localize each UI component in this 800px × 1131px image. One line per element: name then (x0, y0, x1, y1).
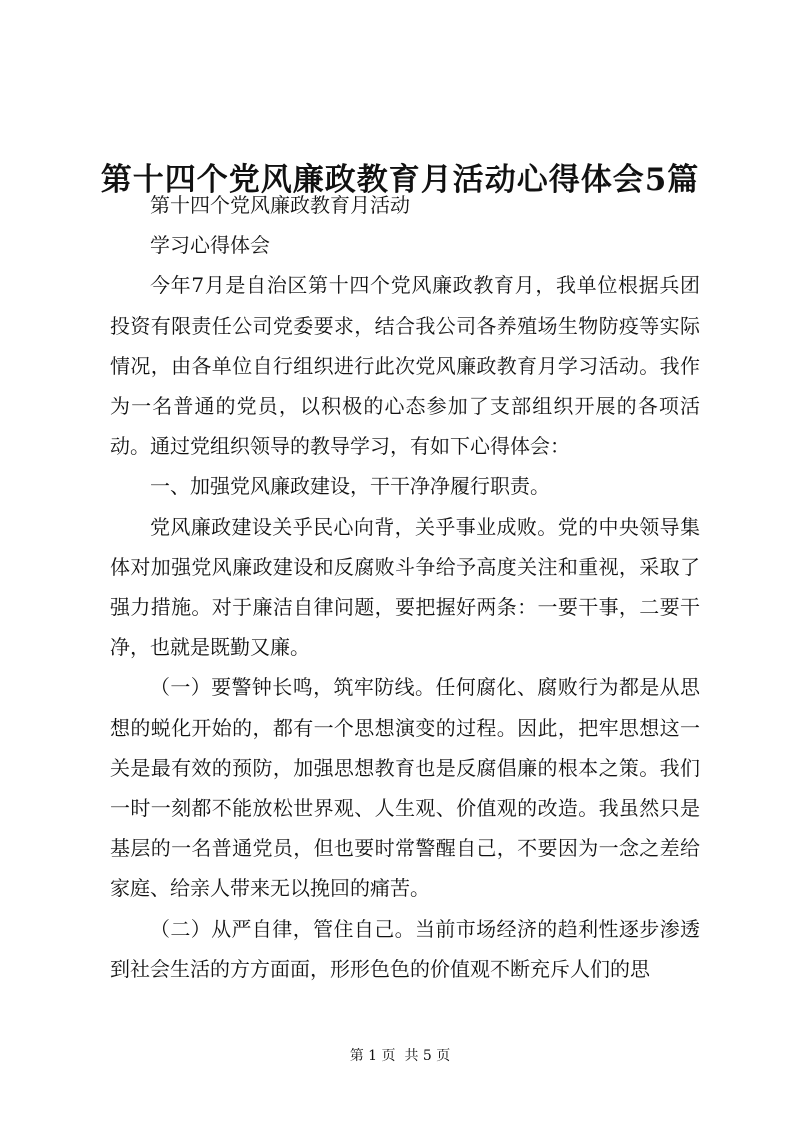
subsection-paragraph-1: （一）要警钟长鸣，筑牢防线。任何腐化、腐败行为都是从思想的蜕化开始的，都有一个思想演变的过程。因此，把牢思想这一关是最有效的预防，加强思想教育也是反腐倡廉的根本之策。我们一时一刻都不能放松世界观、人生观、价值观的改造。我虽然只是基层的一名普通党员，但也要时常警醒自己，不要因为一念之差给家庭、给亲人带来无以挽回的痛苦。 (110, 675, 700, 901)
subtitle-line-1: 第十四个党风廉政教育月活动 (150, 193, 410, 217)
section-heading-1: 一、加强党风廉政建设，干干净净履行职责。 (150, 474, 550, 499)
intro-paragraph: 今年7月是自治区第十四个党风廉政教育月，我单位根据兵团投资有限责任公司党委要求，结合我公司各养殖场生物防疫等实际情况，由各单位自行组织进行此次党风廉政教育月学习活动。我作为一名普通的党员，以积极的心态参加了支部组织开展的各项活动。通过党组织领导的教导学习，有如下心得体会： (110, 273, 700, 459)
document-title: 第十四个党风廉政教育月活动心得体会5篇 (100, 161, 700, 198)
subsection-paragraph-2: （二）从严自律，管住自己。当前市场经济的趋利性逐步渗透到社会生活的方方面面，形形色色的价值观不断充斥人们的思 (110, 916, 700, 981)
page-number-footer: 第 1 页 共 5 页 (349, 1048, 451, 1064)
document-body (110, 185, 700, 989)
section-paragraph-1: 党风廉政建设关乎民心向背，关乎事业成败。党的中央领导集体对加强党风廉政建设和反腐败斗争给予高度关注和重视，采取了强力措施。对于廉洁自律问题，要把握好两条：一要干事，二要干净，也就是既勤又廉。 (110, 514, 700, 660)
subtitle-line-2: 学习心得体会 (150, 233, 270, 258)
